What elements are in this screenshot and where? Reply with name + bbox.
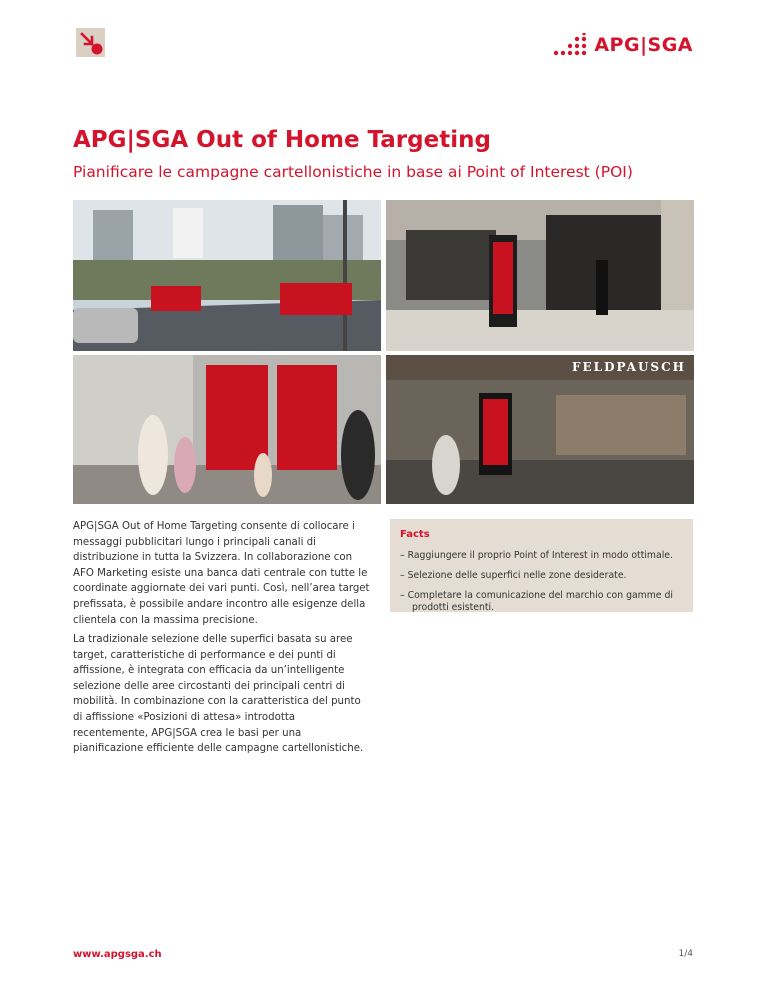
footer-url-link[interactable]: www.apgsga.ch — [73, 949, 162, 960]
page-number: 1/4 — [678, 949, 693, 959]
body-paragraph-2: La tradizionale selezione delle superfici basata su aree target, caratteristiche di performance e dei punti di affissione, è integrata con efficacia da un’intelligente selezione delle aree circostanti dei principali centri di mobilità. In combinazione con la caratteristica del punto di affissione «Posizioni di attesa» introdotta recentemente, APG|SGA crea le basi per una pianificazione efficiente delle campagne cartellonistiche. — [73, 634, 364, 755]
photo-store-front — [386, 355, 694, 504]
page-title: APG|SGA Out of Home Targeting — [73, 127, 491, 153]
body-paragraph-1: APG|SGA Out of Home Targeting consente di collocare i messaggi pubblicitari lungo i principali canali di distribuzione in tutta la Svizzera. In collaborazione con AFO Marketing esiste una banca dati centrale con tutte le coordinate aggiornate dei vari punti. Così, nell’area target prefissata, è possibile andare incontro alle esigenze della clientela con la massima precisione. — [73, 521, 370, 626]
facts-box — [390, 519, 693, 612]
photo-mall-column — [386, 200, 694, 351]
photo-roadside-billboards — [73, 200, 381, 351]
brand-logo — [552, 33, 693, 57]
photo-wall-posters — [73, 355, 381, 504]
photo-grid — [73, 200, 694, 504]
dots-icon — [552, 33, 588, 57]
brand-name: APG|SGA — [594, 34, 693, 56]
arrow-dot-icon — [76, 28, 105, 57]
facts-title: Facts — [400, 529, 430, 540]
store-sign: FELDPAUSCH — [572, 360, 686, 374]
corner-logo — [76, 28, 105, 57]
facts-item: – Completare la comunicazione del marchio con gamme di prodotti esistenti. — [400, 590, 673, 613]
facts-item: – Raggiungere il proprio Point of Interest in modo ottimale. — [400, 550, 673, 561]
facts-item: – Selezione delle superfici nelle zone desiderate. — [400, 570, 627, 581]
page-subtitle: Pianificare le campagne cartellonistiche in base ai Point of Interest (POI) — [73, 163, 633, 181]
